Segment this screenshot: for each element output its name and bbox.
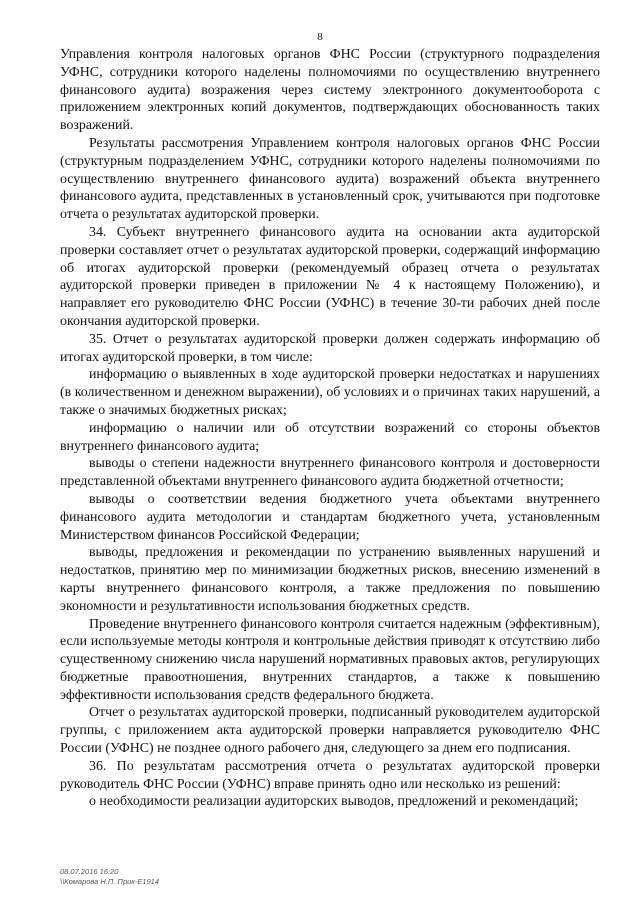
paragraph-continuation: Управления контроля налоговых органов ФНС России (структурного подразделения УФНС, сотрудники которого наделены полномочиями по осуществлению внутреннего финансового аудита) возражения через систему электронного документооборота с приложением электронных копий документов, подтверждающих обоснованность таких возражений.: [60, 47, 600, 134]
list-item-accounting: выводы о соответствии ведения бюджетного учета объектами внутреннего финансового аудита методологии и стандартам бюджетного учета, установленным Министерством финансов Российской Федерации;: [60, 491, 600, 543]
list-item-reliability: выводы о степени надежности внутреннего финансового контроля и достоверности представленной объектами внутреннего финансового аудита бюджетной отчетности;: [60, 456, 600, 490]
footer-timestamp: 08.07.2016 16:20: [60, 867, 119, 876]
document-footer: [60, 867, 159, 887]
footer-file-path: \\Комарова Н.П. Прик-Е1914: [60, 877, 160, 886]
list-item-objections: информацию о наличии или об отсутствии возражений со стороны объектов внутреннего финансового аудита;: [60, 420, 600, 454]
paragraph-item-34: 34. Субъект внутреннего финансового аудита на основании акта аудиторской проверки составляет отчет о результатах аудиторской проверки, содержащий информацию об итогах аудиторской проверки (рекомендуемый образец отчета о результатах аудиторской проверки приведен в приложении № 4 к настоящему Положению), и направляет его руководителю ФНС России (УФНС) в течение 30-ти рабочих дней после окончания аудиторской проверки.: [60, 224, 600, 329]
paragraph-review-results: Результаты рассмотрения Управлением контроля налоговых органов ФНС России (структурным подразделением УФНС, сотрудники которого наделены полномочиями по осуществлению внутреннего финансового аудита) возражений объекта внутреннего финансового аудита, представленных в установленный срок, учитываются при подготовке отчета о результатах аудиторской проверки.: [60, 135, 600, 223]
paragraph-effective-control: Проведение внутреннего финансового контроля считается надежным (эффективным), если используемые методы контроля и контрольные действия приводят к отсутствию либо существенному снижению числа нарушений нормативных правовых актов, регулирующих бюджетные правоотношения, внутренних стандартов, а также к повышению эффективности использования средств федерального бюджета.: [60, 616, 600, 703]
paragraph-item-36: 36. По результатам рассмотрения отчета о результатах аудиторской проверки руководитель ФНС России (УФНС) вправе принять одно или несколько из решений:: [60, 758, 600, 792]
list-item-violations: информацию о выявленных в ходе аудиторской проверки недостатках и нарушениях (в количественном и денежном выражении), об условиях и о причинах таких нарушений, а также о значимых бюджетных рисках;: [60, 367, 600, 418]
paragraph-report-submission: Отчет о результатах аудиторской проверки, подписанный руководителем аудиторской группы, с приложением акта аудиторской проверки направляется руководителю ФНС России (УФНС) не позднее одного рабочего дня, следующего за днем его подписания.: [60, 705, 600, 757]
page-number: 8: [317, 31, 323, 43]
paragraph-item-35: 35. Отчет о результатах аудиторской проверки должен содержать информацию об итогах аудиторской проверки, в том числе:: [60, 331, 600, 365]
document-body: [60, 46, 600, 811]
list-item-recommendations: выводы, предложения и рекомендации по устранению выявленных нарушений и недостатков, принятию мер по минимизации бюджетных рисков, внесению изменений в карты внутреннего финансового контроля, а также предложения по повышению экономности и результативности использования бюджетных средств.: [60, 545, 600, 614]
list-item-decision: о необходимости реализации аудиторских выводов, предложений и рекомендаций;: [89, 794, 579, 810]
